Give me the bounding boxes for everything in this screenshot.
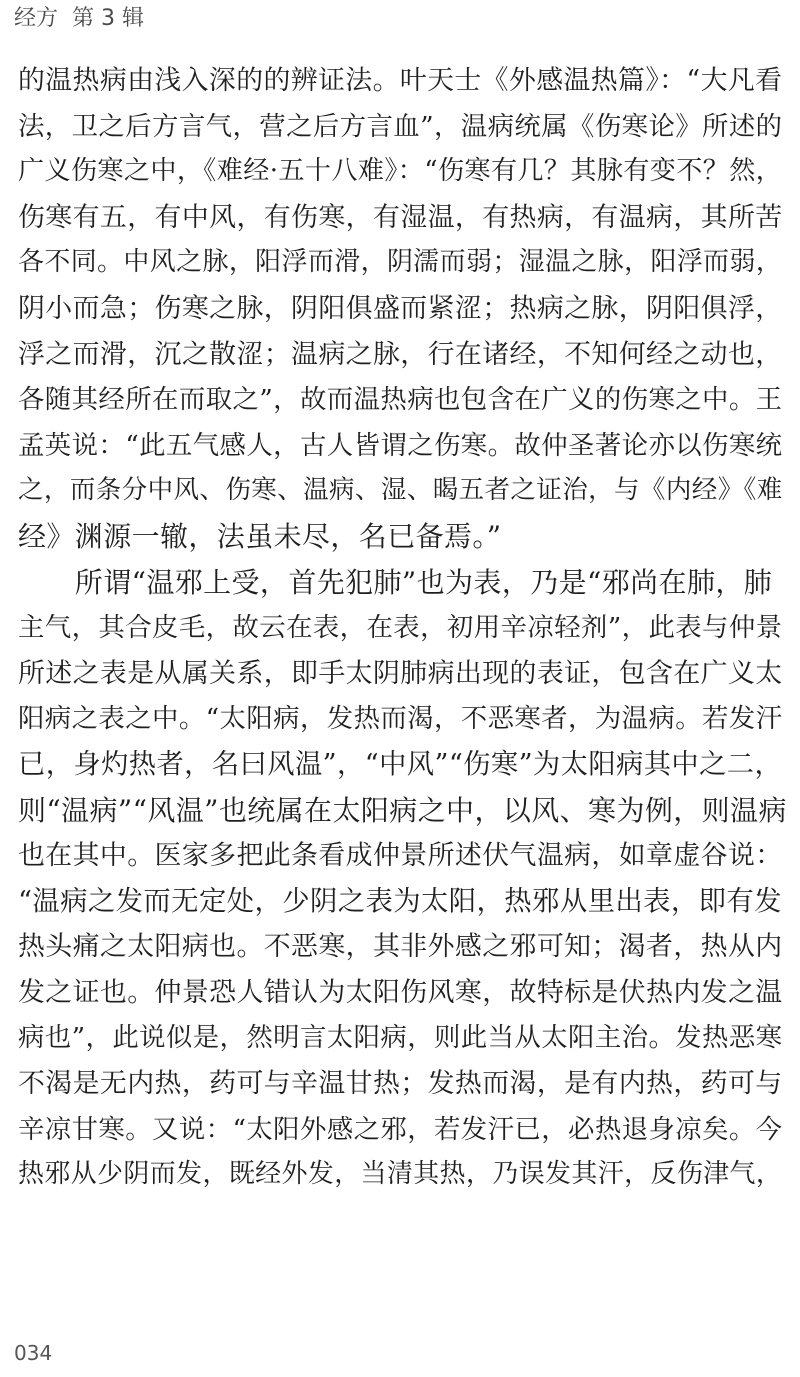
text-line: 之，而条分中风、伤寒、温病、湿、暍五者之证治，与《内经》《难 (18, 475, 783, 506)
text-line: 辛凉甘寒。又说：“太阳外感之邪，若发汗已，必热退身凉矣。今 (18, 1113, 783, 1145)
text-line: 法，卫之后方言气，营之后方言血”，温病统属《伤寒论》所述的 (18, 110, 783, 142)
text-line: 各不同。中风之脉，阳浮而滑，阴濡而弱；湿温之脉，阳浮而弱， (18, 247, 783, 278)
text-line: 也在其中。医家多把此条看成仲景所述伏气温病，如章虚谷说： (18, 840, 783, 872)
chapter-label: 第 3 辑 (72, 6, 144, 31)
text-line: 广义伤寒之中，《难经·五十八难》：“伤寒有几？其脉有变不？然， (18, 156, 783, 187)
text-line: 则“温病”“风温”也统属在太阳病之中，以风、寒为例，则温病 (18, 793, 787, 827)
text-line: 发之证也。仲景恐人错认为太阳伤风寒，故特标是伏热内发之温 (18, 976, 783, 1008)
text-line: 病也”，此说似是，然明言太阳病，则此当从太阳主治。发热恶寒 (18, 1022, 783, 1054)
text-line: 经》渊源一辙，法虽未尽，名已备焉。” (18, 519, 502, 553)
text-line: 所谓“温邪上受，首先犯肺”也为表，乃是“邪尚在肺，肺 (18, 565, 773, 599)
book-title: 经方 (14, 6, 59, 31)
body-text (18, 58, 788, 1198)
text-line: 不渴是无内热，药可与辛温甘热；发热而渴，是有内热，药可与 (18, 1068, 783, 1100)
text-line: “温病之发而无定处，少阴之表为太阳，热邪从里出表，即有发 (18, 885, 782, 917)
text-line: 伤寒有五，有中风，有伤寒，有湿温，有热病，有温病，其所苦 (18, 201, 783, 233)
text-line: 已，身灼热者，名曰风温”，“中风”“伤寒”为太阳病其中之二， (18, 748, 783, 780)
text-line: 的温热病由浅入深的的辨证法。叶天士《外感温热篇》：“大凡看 (18, 65, 783, 96)
text-line: 各随其经所在而取之”，故而温热病也包含在广义的伤寒之中。王 (18, 384, 783, 416)
text-line: 主气，其合皮毛，故云在表，在表，初用辛凉轻剂”，此表与仲景 (18, 612, 783, 644)
running-header (14, 4, 144, 34)
text-line: 热邪从少阴而发，既经外发，当清其热，乃误发其汗，反伤津气， (18, 1159, 783, 1190)
text-line: 所述之表是从属关系，即手太阴肺病出现的表证，包含在广义太 (18, 657, 783, 689)
text-line: 浮之而滑，沉之散涩；温病之脉，行在诸经，不知何经之动也， (18, 338, 783, 370)
page-number: 034 (14, 1341, 53, 1365)
text-line: 孟英说：“此五气感人，古人皆谓之伤寒。故仲圣著论亦以伤寒统 (18, 429, 783, 461)
text-line: 热头痛之太阳病也。不恶寒，其非外感之邪可知；渴者，热从内 (18, 931, 783, 963)
text-line: 阳病之表之中。“太阳病，发热而渴，不恶寒者，为温病。若发汗 (18, 703, 783, 735)
text-line: 阴小而急；伤寒之脉，阴阳俱盛而紧涩；热病之脉，阴阳俱浮， (18, 292, 783, 324)
